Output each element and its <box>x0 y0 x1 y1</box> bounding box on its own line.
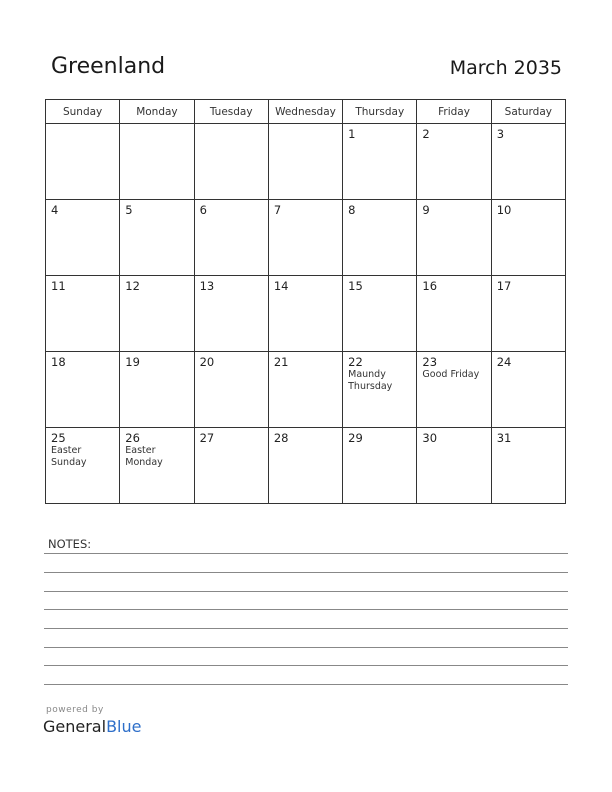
day-number: 5 <box>125 203 133 217</box>
day-cell <box>417 276 491 352</box>
day-cell <box>343 352 417 428</box>
day-number: 6 <box>199 203 207 217</box>
day-number: 1 <box>348 127 356 141</box>
day-cell <box>491 276 565 352</box>
note-line <box>44 609 568 610</box>
powered-by-text: powered by <box>46 705 104 715</box>
day-number: 20 <box>199 355 215 369</box>
day-cell <box>417 352 491 428</box>
day-number: 11 <box>51 279 66 293</box>
holiday-label: Easter Monday <box>125 445 163 468</box>
day-number: 30 <box>422 431 438 445</box>
day-cell <box>194 428 268 504</box>
day-cell <box>46 276 120 352</box>
day-cell <box>120 124 194 200</box>
day-number: 16 <box>422 279 438 293</box>
week-row <box>46 428 566 504</box>
day-cell <box>343 124 417 200</box>
day-number: 24 <box>496 355 512 369</box>
weekday-friday: Friday <box>417 100 491 124</box>
day-cell <box>491 124 565 200</box>
day-cell <box>46 352 120 428</box>
day-cell <box>120 200 194 276</box>
day-cell <box>268 124 342 200</box>
day-number: 3 <box>496 127 505 141</box>
note-line <box>44 684 568 685</box>
day-number: 4 <box>51 203 59 217</box>
brand-name-general: General <box>43 717 107 736</box>
day-cell <box>343 276 417 352</box>
day-cell <box>343 200 417 276</box>
day-number: 17 <box>496 279 512 293</box>
weekday-sunday: Sunday <box>46 100 120 124</box>
note-line <box>44 647 568 648</box>
day-number: 26 <box>125 431 140 445</box>
day-number: 29 <box>348 431 363 445</box>
day-cell <box>343 428 417 504</box>
week-row <box>46 124 566 200</box>
day-number: 19 <box>125 355 140 369</box>
day-cell <box>194 124 268 200</box>
calendar-grid <box>45 99 566 504</box>
note-line <box>44 628 568 629</box>
day-cell <box>46 200 120 276</box>
day-cell <box>268 276 342 352</box>
weekday-thursday: Thursday <box>343 100 417 124</box>
day-cell <box>46 428 120 504</box>
day-cell <box>268 352 342 428</box>
day-number: 8 <box>348 203 356 217</box>
day-cell <box>491 428 565 504</box>
day-number: 27 <box>199 431 215 445</box>
day-cell <box>194 352 268 428</box>
week-row <box>46 200 566 276</box>
generalblue-logo[interactable] <box>43 717 141 736</box>
day-number: 2 <box>422 127 430 141</box>
note-line <box>44 665 568 666</box>
weekday-tuesday: Tuesday <box>194 100 268 124</box>
day-cell <box>194 200 268 276</box>
country-title: Greenland <box>51 54 166 79</box>
brand-name-blue: Blue <box>106 717 142 736</box>
note-line <box>44 553 568 554</box>
day-number: 14 <box>273 279 289 293</box>
note-line <box>44 591 568 592</box>
day-cell <box>46 124 120 200</box>
weekday-monday: Monday <box>120 100 194 124</box>
day-cell <box>268 200 342 276</box>
notes-label: NOTES: <box>48 537 92 551</box>
day-number: 9 <box>422 203 430 217</box>
week-row <box>46 276 566 352</box>
day-cell <box>417 200 491 276</box>
note-line <box>44 572 568 573</box>
day-cell <box>417 428 491 504</box>
month-year-title: March 2035 <box>449 57 562 79</box>
day-cell <box>120 276 194 352</box>
day-cell <box>491 200 565 276</box>
day-number: 22 <box>348 355 363 369</box>
day-number: 15 <box>348 279 363 293</box>
week-row <box>46 352 566 428</box>
weekday-wednesday: Wednesday <box>268 100 342 124</box>
holiday-label: Good Friday <box>422 369 480 380</box>
day-number: 18 <box>51 355 66 369</box>
day-number: 10 <box>496 203 512 217</box>
weekday-header-row <box>46 100 566 124</box>
day-number: 21 <box>273 355 289 369</box>
day-cell <box>120 352 194 428</box>
day-number: 7 <box>273 203 282 217</box>
day-number: 31 <box>496 431 512 445</box>
day-cell <box>417 124 491 200</box>
day-number: 12 <box>125 279 140 293</box>
day-number: 23 <box>422 355 438 369</box>
day-number: 25 <box>51 431 66 445</box>
day-number: 13 <box>199 279 215 293</box>
day-cell <box>120 428 194 504</box>
day-cell <box>268 428 342 504</box>
weekday-saturday: Saturday <box>491 100 565 124</box>
day-cell <box>491 352 565 428</box>
holiday-label: Easter Sunday <box>51 445 87 468</box>
day-cell <box>194 276 268 352</box>
holiday-label: Maundy Thursday <box>348 369 393 392</box>
day-number: 28 <box>273 431 289 445</box>
